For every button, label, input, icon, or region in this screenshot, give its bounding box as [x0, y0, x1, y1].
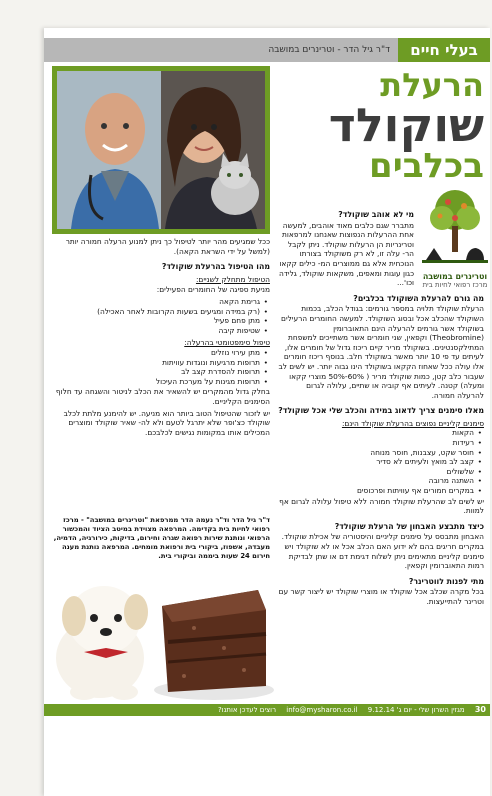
- paragraph: בכל מקרה שכלב אכל שוקולד או מוצרי שוקולד יש ליצור קשר עם וטרינר להתייעצות.: [278, 587, 484, 606]
- logo-name: וטרינרים במושבה: [422, 272, 488, 281]
- paragraph: מתברר שגם כלבים מאוד אוהבים, למעשה אחת ההרעלות הנפוצות שאנחנו למרפאות וטרינריות הן הרעלות שוקולד. ניתן לקבל הר- עלה זו, לא רק משוקולד בצורתו הנוכחית אלא גם ממוצרים המ- כילים קקאו כגון עוגות ומאפים, משקאות שוקולד, גלידה וכו'...: [279, 220, 414, 288]
- question: מהו הטיפול בהרעלת שוקולד?: [161, 262, 270, 272]
- list-item: • חוסר שקט, עצבנות, חוסר מנוחה: [278, 448, 474, 458]
- list-item: • במקרים חמורים אף עוויתות ופרכוסים: [278, 486, 474, 496]
- list-item: • שלשולים: [278, 467, 474, 477]
- treatment-list: [52, 297, 270, 335]
- subheading: טיפול סימפטומטי בהרעלה:: [184, 338, 270, 348]
- paragraph: מניעת ספיגה של החומרים הפעילים:: [156, 285, 270, 295]
- footer-slogan: רוצים לעדכן אותנו?: [217, 706, 277, 714]
- list-item: • רעידות: [278, 438, 474, 448]
- question: מאלו סימנים צריך לדאוג במידה והכלב שלי אכל שוקולד?: [278, 406, 484, 416]
- contact-email[interactable]: info@mysharon.co.il: [286, 706, 358, 714]
- paragraph: יש לשים לב שהרעלת שוקולד חמורה ללא טיפול עלולה לגרום אף למוות.: [279, 496, 484, 516]
- magazine-page: [44, 28, 490, 796]
- right-column: [278, 204, 484, 744]
- list-item: • מתן עירוי נוזלים: [52, 348, 260, 358]
- list-item: • גרימת הקאה: [52, 297, 260, 307]
- section-tag: בעלי חיים: [398, 38, 490, 62]
- question: מתי לפנות לווטרינר?: [408, 576, 484, 586]
- list-item: • מתן פחם פעיל: [52, 316, 260, 326]
- list-item: • הקאות: [278, 428, 474, 438]
- puppy-and-cake-image: [44, 558, 277, 728]
- paragraph: הרעלת שוקולד תלויה במספר גורמים: בגודל הכלב, בכמות השוקולד שהכלב אכל ובסוג השוקולד. למעשה החומרים הרעילים בשוקולד אשר גורמים להרעלה הינם התאוברומין (Theobromine) וקפאין, שני חומרים אשר משתייכים למשפחת המתילקסנטינים. בשוקולד מריר קיים ריכוז גדול של חומרים אלו, לעיתים עד פי 10 יותר מאשר בשוקולד חלב. בנוסף ריכוז חומרים אלו עולה ככל שאחוז הקקאו בשוקולד הינו גבוה יותר. יש לשים לב שעבור כלב קטן, כמות שוקולד מריר ( 60%-50% מוצרי קקאו ומעלה) קטנה. לעיתים אף קוביה או שתיים, עלולה לגרום להרעלה חמורה.: [278, 304, 484, 400]
- title-line-2: שוקולד: [328, 98, 484, 152]
- page-number: 30: [474, 705, 486, 714]
- title-line-3: בכלבים: [369, 146, 484, 186]
- issue-info: מגזין השרון שלי - יום ג' 9.12.14: [367, 706, 465, 714]
- subheading: סימנים קליניים נפוצים בהרעלת שוקולד הינם:: [341, 418, 484, 428]
- list-item: • תרופות מגינות על מערכת העיכול: [52, 377, 260, 387]
- symptomatic-list: [52, 348, 270, 386]
- paragraph: ככל שמגיעים מהר יותר לטיפול כך ניתן למנוע הרעלה חמורה יותר (למשל על ידי השראת הקאה).: [65, 237, 270, 256]
- title-line-1: הרעלת: [380, 66, 484, 104]
- subheading: הטיפול מתחלק לשניים:: [195, 274, 270, 284]
- list-item: • תרופות מרגיעות ונוגדות עוויתות: [52, 358, 260, 368]
- article-title: [272, 68, 484, 184]
- paragraph: האבחון מתבסס על סימנים קליניים והיסטוריה של אכילת שוקולד. במקרים חריגים בהם לא ידוע האם הכלב אכל או לא שוקולד ויש סימנים קליניים מתאימים ניתן לשלוח דגימת דם או שתן לבדיקת רמות התאוברומין וקפאין.: [281, 532, 484, 571]
- vets-photo-illustration: [57, 71, 265, 229]
- paragraph: יש לזכור שהטיפול הטוב ביותר הוא מניעה. יש להימנע מלתת לכלב שוקולד כצ'ופר שלא יתרגל לטעם ולא לה- שאיר שוקולד ומוצרים המכילים אותו במקומות נגישים לכלבכם.: [63, 408, 270, 437]
- list-item: • שטיפות קיבה: [52, 326, 260, 336]
- question: כיצד מתבצע האבחון של הרעלת שוקולד?: [334, 521, 484, 531]
- list-item: • תרופות להסדרת קצב לב: [52, 367, 260, 377]
- paragraph: בחלק גדול מהמקרים יש להשאיר את הכלב לניטור והשגחה עד חלוף הסימנים הקליניים.: [55, 387, 270, 406]
- list-item: • קצב לב מואץ ולעיתים לא סדיר: [278, 457, 474, 467]
- author-credit: ד"ר גיל הדר וד"ר נעמה הדר ממרפאת "וטרינרים במושבה" - מרכז רפואי לחיות בית בקדימה. המרפאה מצוידת במיטב הציוד והמכשור הרפואי ונותנת שירות רפואה שגרה וחירום, בדיקות, כירורגיה, הדמיה, מעבדה, אשפוז, ביקורי בית ורפואת מומחים. המרפאה נותנת מענה חירום 24 שעות ביממה וביקורי בית.: [53, 516, 270, 560]
- logo-subtitle: מרכז רפואי לחיות בית: [422, 281, 488, 289]
- list-item: • השתנה מרובה: [278, 476, 474, 486]
- symptoms-list: [278, 428, 484, 495]
- footer-bar: [44, 704, 490, 716]
- list-item: • (רק במידה ומגיעים בשעות הקרובות לאחר האכילה): [52, 307, 260, 317]
- puppy-cake-illustration: [44, 558, 274, 704]
- vets-photo: [52, 66, 270, 234]
- question: מה גורם להרעלת השוקולד בכלבים?: [353, 293, 484, 303]
- byline: ד"ר גיל הדר - וטרינרים במושבה: [268, 45, 390, 55]
- question: מי לא אוהב שוקולד?: [338, 210, 414, 219]
